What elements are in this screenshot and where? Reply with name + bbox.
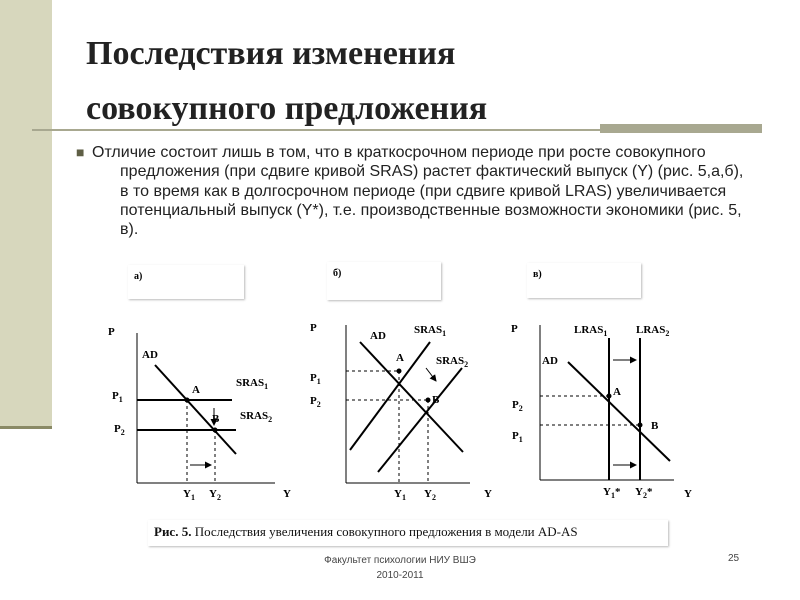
panel-a-sras1-label: $SRAS_1$ bbox=[236, 377, 269, 391]
panel-b-ad-label: AD bbox=[370, 330, 386, 342]
panel-c-axis-y-label: Y bbox=[684, 488, 692, 500]
panel-c-point-a bbox=[607, 394, 612, 399]
panel-c-lras1-label: $LRAS_1$ bbox=[574, 324, 608, 338]
footer-line2: 2010-2011 bbox=[376, 570, 424, 581]
panel-a-ad-label: AD bbox=[142, 349, 158, 361]
panel-a-p1-label: $P_1$ bbox=[112, 390, 123, 404]
panel-a-y1-label: $Y_1$ bbox=[183, 488, 195, 502]
panel-b-sras1-label: $SRAS_1$ bbox=[414, 324, 447, 338]
panel-c-ad-label: AD bbox=[542, 355, 558, 367]
panel-c-lras2-label: $LRAS_2$ bbox=[636, 324, 670, 338]
panel-b-axis-y-label: Y bbox=[484, 488, 492, 500]
figure-caption bbox=[148, 520, 668, 546]
panel-c-y2-label: $Y_2*$ bbox=[635, 486, 653, 500]
panel-a-point-a bbox=[185, 398, 190, 403]
panel-a-axis-p-label: P bbox=[108, 326, 115, 338]
figure-caption-number: Рис. 5. bbox=[154, 524, 192, 539]
slide-title-line1: Последствия изменения bbox=[86, 35, 456, 72]
panel-c-p2-label: $P_2$ bbox=[512, 399, 523, 413]
panel-c-point-b bbox=[638, 423, 643, 428]
panel-c-y1-label: $Y_1*$ bbox=[603, 486, 621, 500]
panel-b-axis-p-label: P bbox=[310, 322, 317, 334]
panel-b-sras2-label: $SRAS_2$ bbox=[436, 355, 469, 369]
panel-c-axis-p-label: P bbox=[511, 323, 518, 335]
panel-b-y1-label: $Y_1$ bbox=[394, 488, 406, 502]
panel-a-background bbox=[104, 318, 304, 508]
slide-title-line2: совокупного предложения bbox=[86, 90, 488, 127]
page-number: 25 bbox=[728, 553, 740, 564]
panel-a bbox=[104, 318, 304, 508]
panel-b-point-a-label: A bbox=[396, 352, 404, 364]
footer bbox=[300, 553, 500, 583]
panel-b-y2-label: $Y_2$ bbox=[424, 488, 436, 502]
panel-b-p2-label: $P_2$ bbox=[310, 395, 321, 409]
panel-c-p1-label: $P_1$ bbox=[512, 430, 523, 444]
panel-c-point-b-label: B bbox=[651, 420, 659, 432]
figure-caption-text: Последствия увеличения совокупного предложения в модели AD-AS bbox=[191, 524, 578, 539]
panel-b-background bbox=[304, 318, 518, 508]
panel-c bbox=[506, 318, 706, 508]
panel-b-point-b bbox=[426, 398, 431, 403]
panel-a-y2-label: $Y_2$ bbox=[209, 488, 221, 502]
panel-c-point-a-label: A bbox=[613, 386, 621, 398]
panel-a-sras2-label: $SRAS_2$ bbox=[240, 410, 273, 424]
panel-b-tag: б) bbox=[333, 268, 342, 279]
panel-a-tag: а) bbox=[134, 271, 143, 282]
panel-b-p1-label: $P_1$ bbox=[310, 372, 321, 386]
panel-b-point-b-label: B bbox=[432, 394, 440, 406]
panel-b bbox=[304, 318, 518, 508]
footer-line1: Факультет психологии НИУ ВШЭ bbox=[324, 555, 476, 566]
panel-a-point-a-label: A bbox=[192, 384, 200, 396]
body-text: Отличие состоит лишь в том, что в краткосрочном периоде при росте совокупного предложения (при сдвиге кривой SRAS) растет фактический выпуск (Y) (рис. 5,а,б), в то время как в долгосрочном периоде (при сдвиге кривой LRAS) увеличивается потенциальный выпуск (Y*), т.е. производственные возможности экономики (рис. 5, в). bbox=[92, 144, 744, 239]
panel-c-tag: в) bbox=[533, 269, 542, 280]
panel-a-point-b bbox=[213, 428, 218, 433]
panel-a-axis-y-label: Y bbox=[283, 488, 291, 500]
panel-a-point-b-label: B bbox=[212, 413, 220, 425]
panel-a-p2-label: $P_2$ bbox=[114, 423, 125, 437]
panel-b-point-a bbox=[397, 369, 402, 374]
bullet-square-icon: ■ bbox=[76, 144, 85, 160]
